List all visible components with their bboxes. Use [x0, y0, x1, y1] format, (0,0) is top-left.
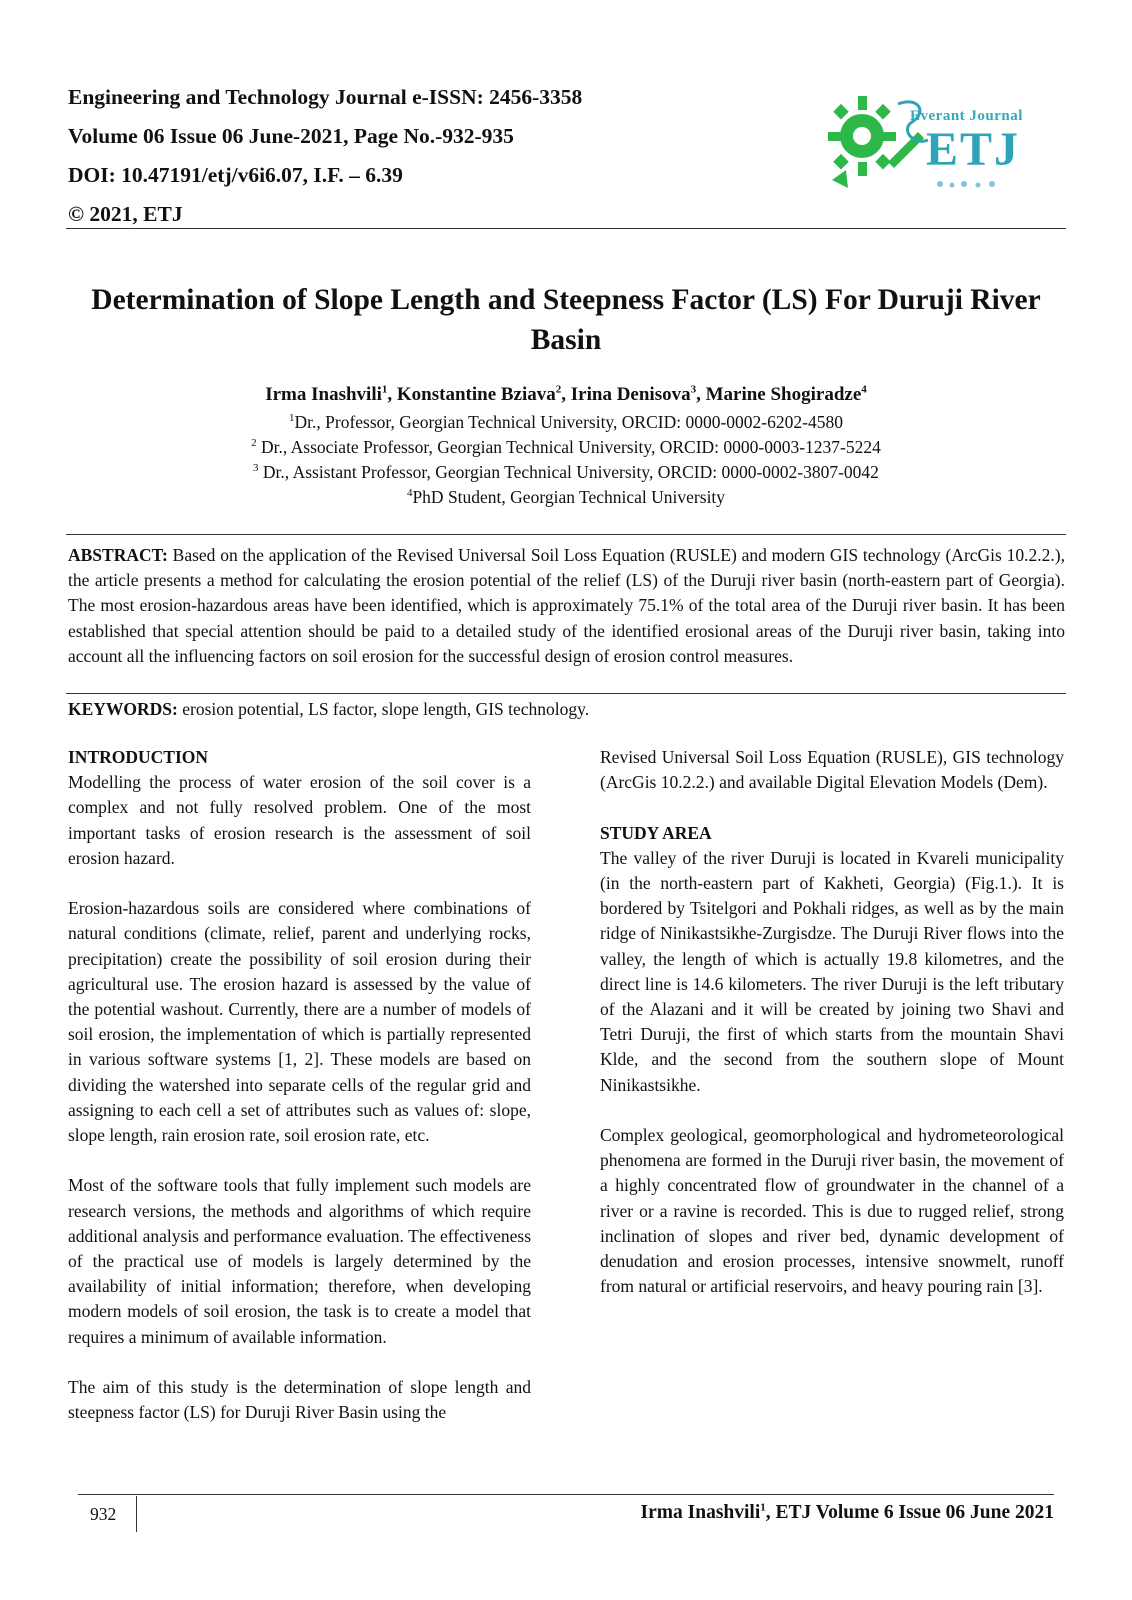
- author-separator: ,: [387, 384, 397, 405]
- logo-top-text: Everant Journal: [910, 108, 1023, 124]
- intro-paragraph-2: Erosion-hazardous soils are considered where combinations of natural conditions (climate, relief, parent and underlying rocks, precipitation) create the possibility of soil erosion during their agricultural use. The erosion hazard is assessed by the value of the potential washout. Currently, there are a number of models of soil erosion, the implementation of which is partially represented in various software systems [1, 2]. These models are based on dividing the watershed into separate cells of the regular grid and assigning to each cell a set of attributes such as values of: slope, slope length, rain erosion rate, soil erosion rate, etc.: [68, 898, 531, 1146]
- author-name: Irma Inashvili: [265, 384, 382, 405]
- journal-issn-line: Engineering and Technology Journal e-ISSN: 2456-3358: [68, 85, 583, 109]
- keywords-label: KEYWORDS:: [68, 699, 178, 719]
- author-name: Irina Denisova: [570, 384, 691, 405]
- footer-divider: [78, 1494, 1054, 1495]
- affiliation-text: Dr., Assistant Professor, Georgian Technical University, ORCID: 0000-0002-3807-0042: [258, 462, 879, 482]
- footer-journal-info: , ETJ Volume 6 Issue 06 June 2021: [765, 1502, 1054, 1523]
- author-separator: ,: [696, 384, 706, 405]
- author-name: Marine Shogiradze: [705, 384, 862, 405]
- affiliation-line: [0, 485, 1132, 510]
- author-separator: ,: [561, 384, 571, 405]
- journal-header: [68, 78, 628, 234]
- introduction-heading: INTRODUCTION: [68, 747, 209, 767]
- author-sup: 4: [861, 383, 867, 396]
- footer-separator: [136, 1496, 137, 1532]
- etj-logo: [828, 92, 1040, 200]
- header-divider: [66, 228, 1066, 229]
- affiliation-sup: 4: [406, 487, 413, 500]
- affiliation-sup: 2: [251, 437, 257, 450]
- abstract: [68, 543, 1065, 669]
- footer-running-title: [600, 1502, 1054, 1524]
- affiliation-text: Dr., Professor, Georgian Technical University, ORCID: 0000-0002-6202-4580: [294, 412, 843, 432]
- page-number: 932: [90, 1504, 117, 1524]
- affiliation-line: [0, 410, 1132, 435]
- continued-paragraph: Revised Universal Soil Loss Equation (RUSLE), GIS technology (ArcGis 10.2.2.) and available Digital Elevation Models (Dem).: [600, 747, 1064, 793]
- footer-author-sup: 1: [760, 1501, 766, 1514]
- volume-line: Volume 06 Issue 06 June-2021, Page No.-932-935: [68, 124, 514, 148]
- keywords-text: erosion potential, LS factor, slope length, GIS technology.: [177, 699, 590, 719]
- affiliation-line: [0, 460, 1132, 485]
- affiliation-sup: 1: [289, 412, 295, 425]
- author-sup: 1: [381, 383, 388, 396]
- abstract-top-divider: [66, 534, 1066, 535]
- author-sup: 3: [690, 383, 697, 396]
- left-column: [68, 745, 531, 1425]
- intro-paragraph-1: Modelling the process of water erosion of the soil cover is a complex and not fully resolved problem. One of the most important tasks of erosion research is the assessment of soil erosion hazard.: [68, 772, 531, 868]
- right-column: [600, 745, 1064, 1299]
- intro-paragraph-3: Most of the software tools that fully implement such models are research versions, the methods and algorithms of which require additional analysis and performance evaluation. The effectiveness of the practical use of models is largely determined by the availability of initial information; therefore, when developing modern models of soil erosion, the task is to create a model that requires a minimum of available information.: [68, 1175, 531, 1347]
- study-area-paragraph-1: The valley of the river Duruji is located in Kvareli municipality (in the north-eastern part of Kakheti, Georgia) (Fig.1.). It is bordered by Tsitelgori and Pokhali ridges, as well as by the main ridge of Ninikastsikhe-Zurgisdze. The Duruji River flows into the valley, the length of which is actually 19.8 kilometres, and the direct line is 14.6 kilometers. The river Duruji is the left tributary of the Alazani and it will be created by joining two Shavi and Tetri Duruji, the first of which starts from the mountain Shavi Klde, and the second from the southern slope of Mount Ninikastsikhe.: [600, 847, 1064, 1095]
- affiliation-list: [0, 410, 1132, 510]
- footer-author: Irma Inashvili: [640, 1502, 761, 1523]
- paper-title: Determination of Slope Length and Steepness Factor (LS) For Duruji River Basin: [91, 284, 1041, 356]
- author-sup: 2: [555, 383, 562, 396]
- author-list: [0, 381, 1132, 409]
- study-area-heading: STUDY AREA: [600, 822, 712, 843]
- author-name: Konstantine Bziava: [396, 384, 556, 405]
- affiliation-sup: 3: [253, 462, 259, 475]
- keywords: [68, 697, 1065, 722]
- logo-main-text: ETJ: [926, 123, 1021, 176]
- intro-paragraph-4: The aim of this study is the determination of slope length and steepness factor (LS) for Duruji River Basin using the: [68, 1377, 531, 1423]
- doi-line: DOI: 10.47191/etj/v6i6.07, I.F. – 6.39: [68, 163, 403, 187]
- affiliation-text: Dr., Associate Professor, Georgian Technical University, ORCID: 0000-0003-1237-5224: [256, 437, 881, 457]
- abstract-text: Based on the application of the Revised Universal Soil Loss Equation (RUSLE) and modern GIS technology (ArcGis 10.2.2.), the article presents a method for calculating the erosion potential of the relief (LS) of the Duruji river basin (north-eastern part of Georgia). The most erosion-hazardous areas have been identified, which is approximately 75.1% of the total area of the Duruji river basin. It has been established that special attention should be paid to a detailed study of the identified erosional areas of the Duruji river basin, taking into account all the influencing factors on soil erosion for the successful design of erosion control measures.: [68, 545, 1065, 666]
- abstract-label: ABSTRACT:: [68, 545, 168, 565]
- study-area-paragraph-2: Complex geological, geomorphological and hydrometeorological phenomena are formed in the Duruji river basin, the movement of a highly concentrated flow of groundwater in the channel of a river or a ravine is recorded. This is due to rugged relief, strong inclination of slopes and river bed, dynamic development of denudation and erosion processes, intensive snowmelt, runoff from natural or artificial reservoirs, and heavy pouring rain [3].: [600, 1125, 1064, 1297]
- abstract-bottom-divider: [66, 693, 1066, 694]
- copyright-line: © 2021, ETJ: [68, 202, 183, 226]
- affiliation-text: PhD Student, Georgian Technical University: [412, 487, 726, 507]
- affiliation-line: [0, 435, 1132, 460]
